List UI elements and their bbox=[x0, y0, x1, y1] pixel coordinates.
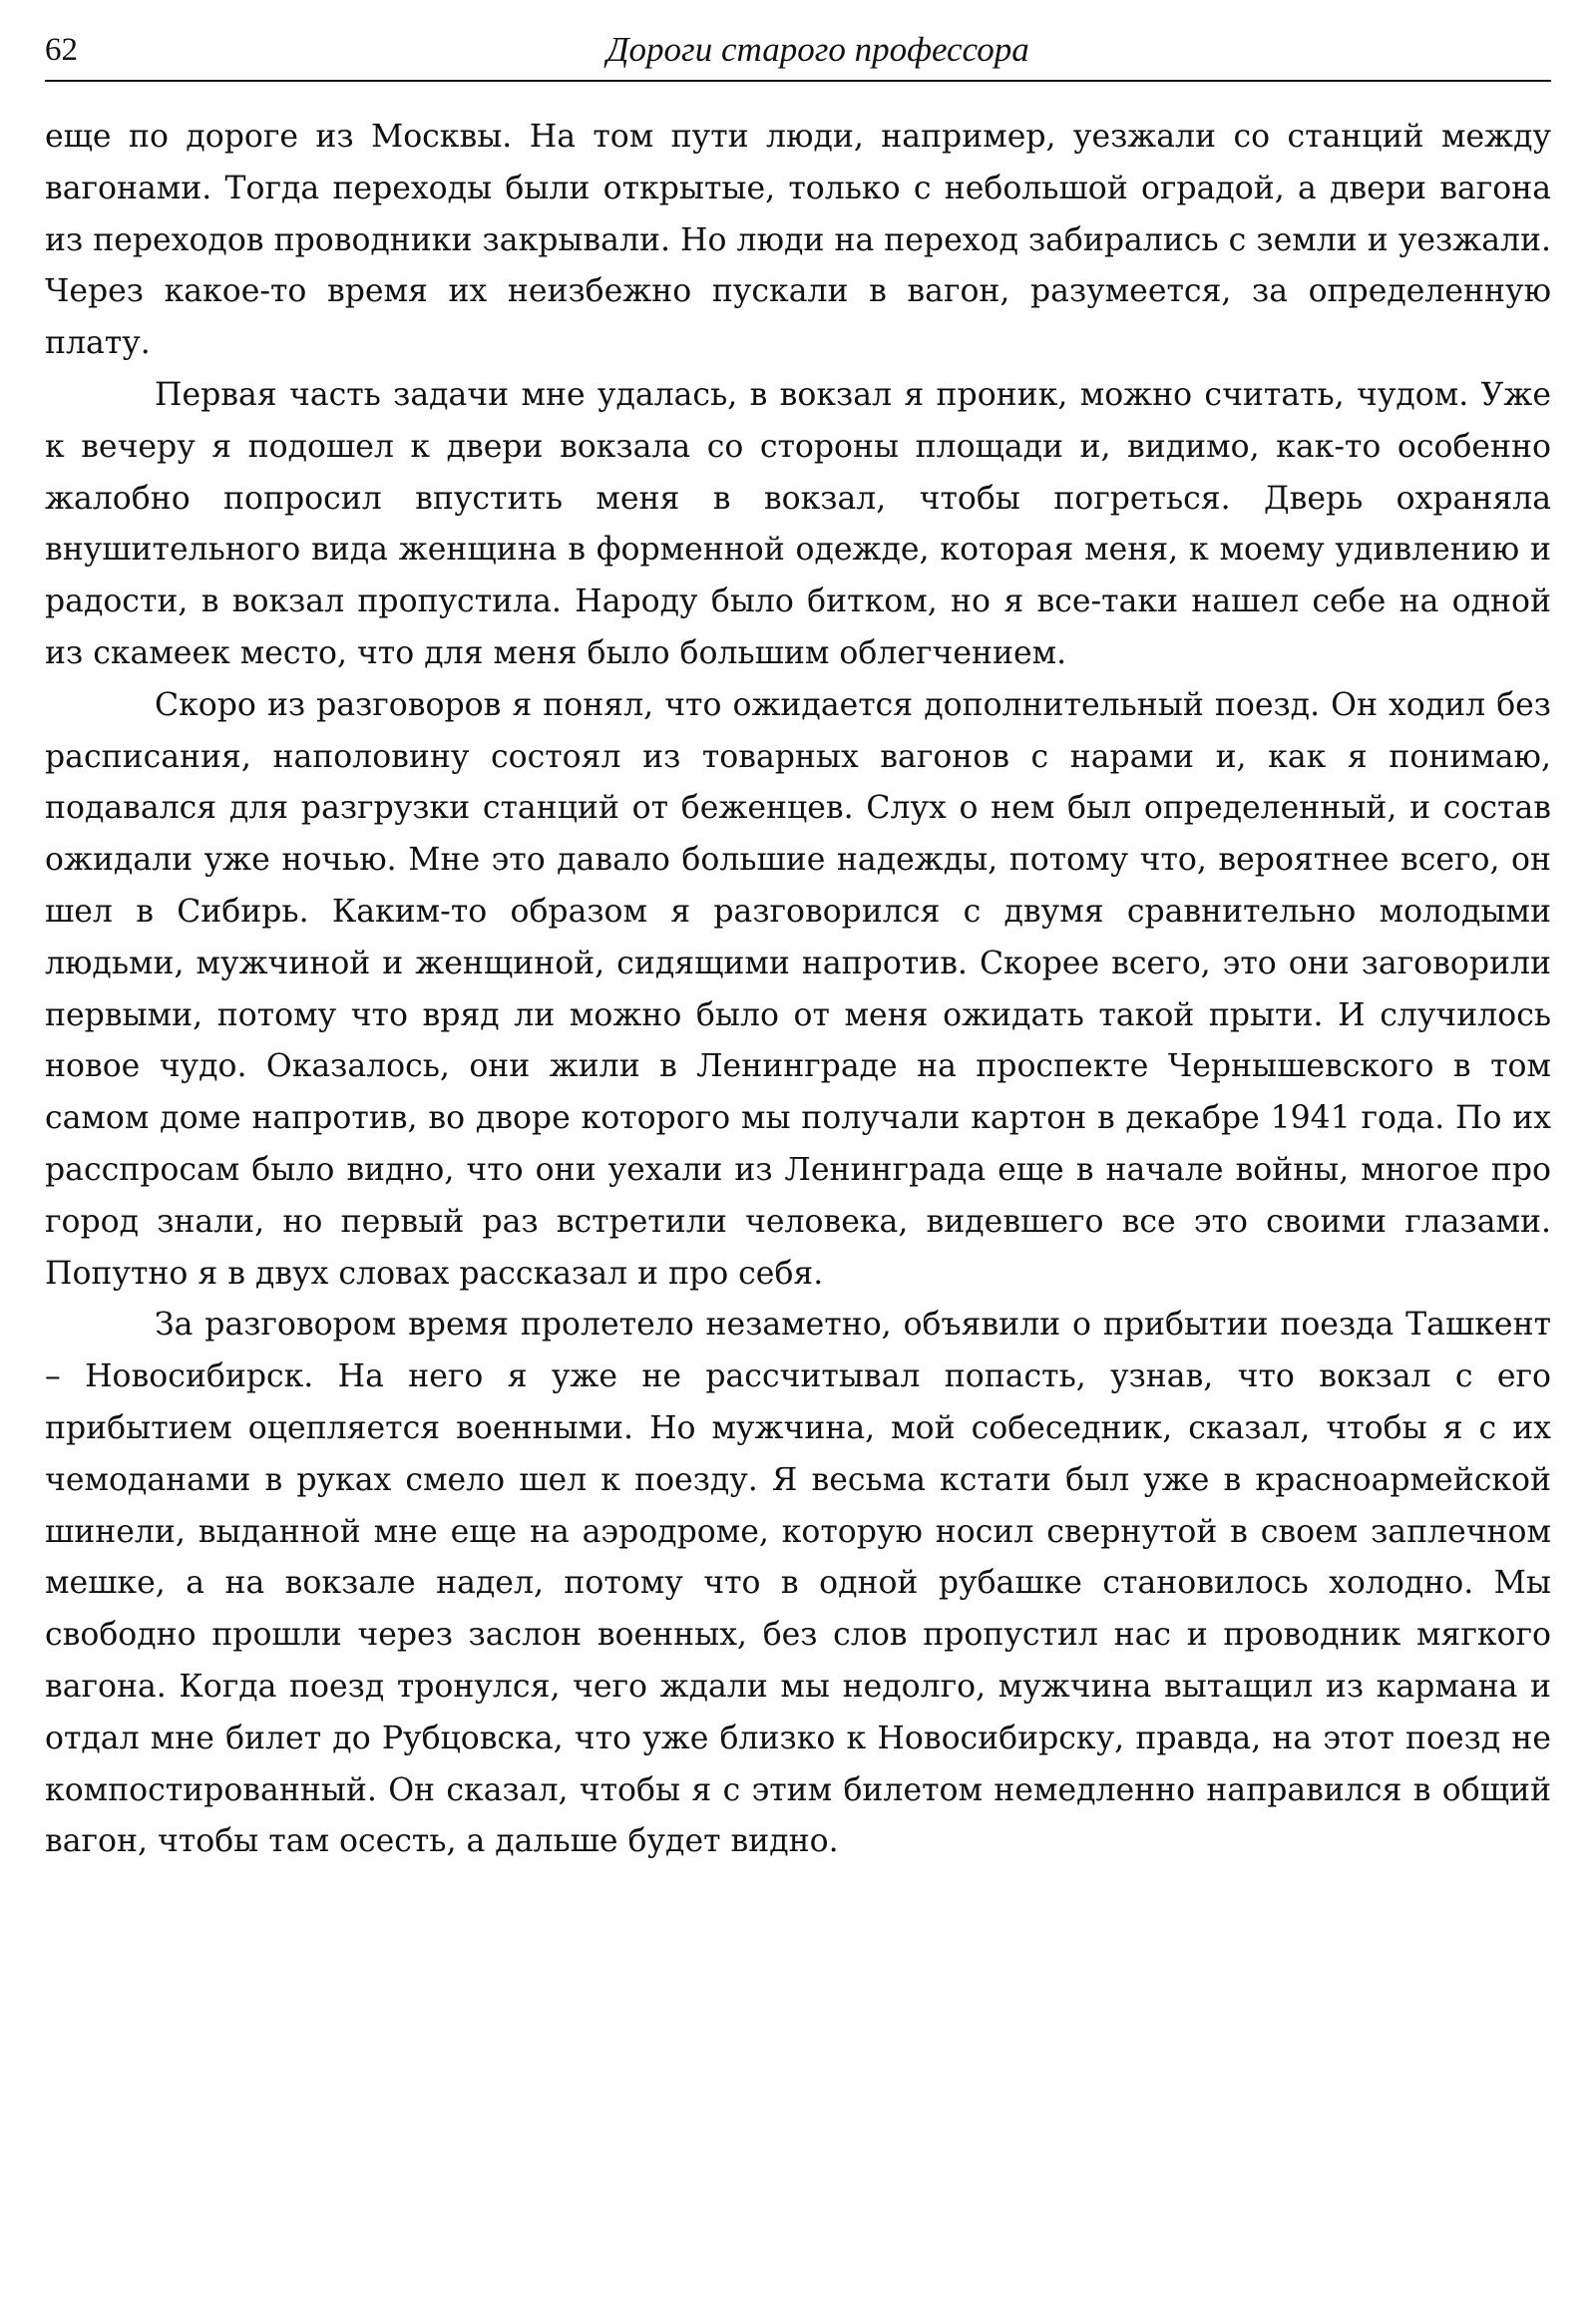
page-header bbox=[45, 28, 1551, 82]
body-text bbox=[45, 112, 1551, 1868]
paragraph-1: еще по дороге из Москвы. На том пути люди, например, уезжали со станций между вагонами. Тогда переходы были открытые, только с небольшой оградой, а двери вагона из переходов проводники закрывали. Но люди на переход забирались с земли и уезжали. Через какое-то время их неизбежно пускали в вагон, разумеется, за определенную плату. bbox=[45, 119, 1551, 362]
paragraph-4: За разговором время пролетело незаметно, объявили о прибытии поезда Ташкент – Новосибирск. На него я уже не рассчитывал попасть, узнав, что вокзал с его прибытием оцепляется военными. Но мужчина, мой собеседник, сказал, чтобы я с их чемоданами в руках смело шел к поезду. Я весьма кстати был уже в красноармейской шинели, выданной мне еще на аэродроме, которую носил свернутой в своем заплечном мешке, а на вокзале надел, потому что в одной рубашке становилось холодно. Мы свободно прошли через заслон военных, без слов пропустил нас и проводник мягкого вагона. Когда поезд тронулся, чего ждали мы недолго, мужчина вытащил из кармана и отдал мне билет до Рубцовска, что уже близко к Новосибирску, правда, на этот поезд не компостированный. Он сказал, чтобы я с этим билетом немедленно направился в общий вагон, чтобы там осесть, а дальше будет видно. bbox=[45, 1307, 1551, 1860]
page-number: 62 bbox=[45, 32, 78, 68]
book-page bbox=[45, 28, 1551, 1868]
paragraph-3: Скоро из разговоров я понял, что ожидается дополнительный поезд. Он ходил без расписания, наполовину состоял из товарных вагонов с нарами и, как я понимаю, подавался для разгрузки станций от беженцев. Слух о нем был определенный, и состав ожидали уже ночью. Мне это давало большие надежды, потому что, вероятнее всего, он шел в Сибирь. Каким-то образом я разговорился с двумя сравнительно молодыми людьми, мужчиной и женщиной, сидящими напротив. Скорее всего, это они заговорили первыми, потому что вряд ли можно было от меня ожидать такой прыти. И случилось новое чудо. Оказалось, они жили в Ленинграде на проспекте Чернышевского в том самом доме напротив, во дворе которого мы получали картон в декабре 1941 года. По их расспросам было видно, что они уехали из Ленинграда еще в начале войны, многое про город знали, но первый раз встретили человека, видевшего все это своими глазами. Попутно я в двух словах рассказал и про себя. bbox=[45, 686, 1551, 1292]
paragraph-2: Первая часть задачи мне удалась, в вокзал я проник, можно считать, чудом. Уже к вечеру я подошел к двери вокзала со стороны площади и, видимо, как-то особенно жалобно попросил впустить меня в вокзал, чтобы погреться. Дверь охраняла внушительного вида женщина в форменной одежде, которая меня, к моему удивлению и радости, в вокзал пропустила. Народу было битком, но я все-таки нашел себе на одной из скамеек место, что для меня было большим облегчением. bbox=[45, 376, 1551, 671]
running-title: Дороги старого профессора bbox=[606, 30, 1029, 69]
